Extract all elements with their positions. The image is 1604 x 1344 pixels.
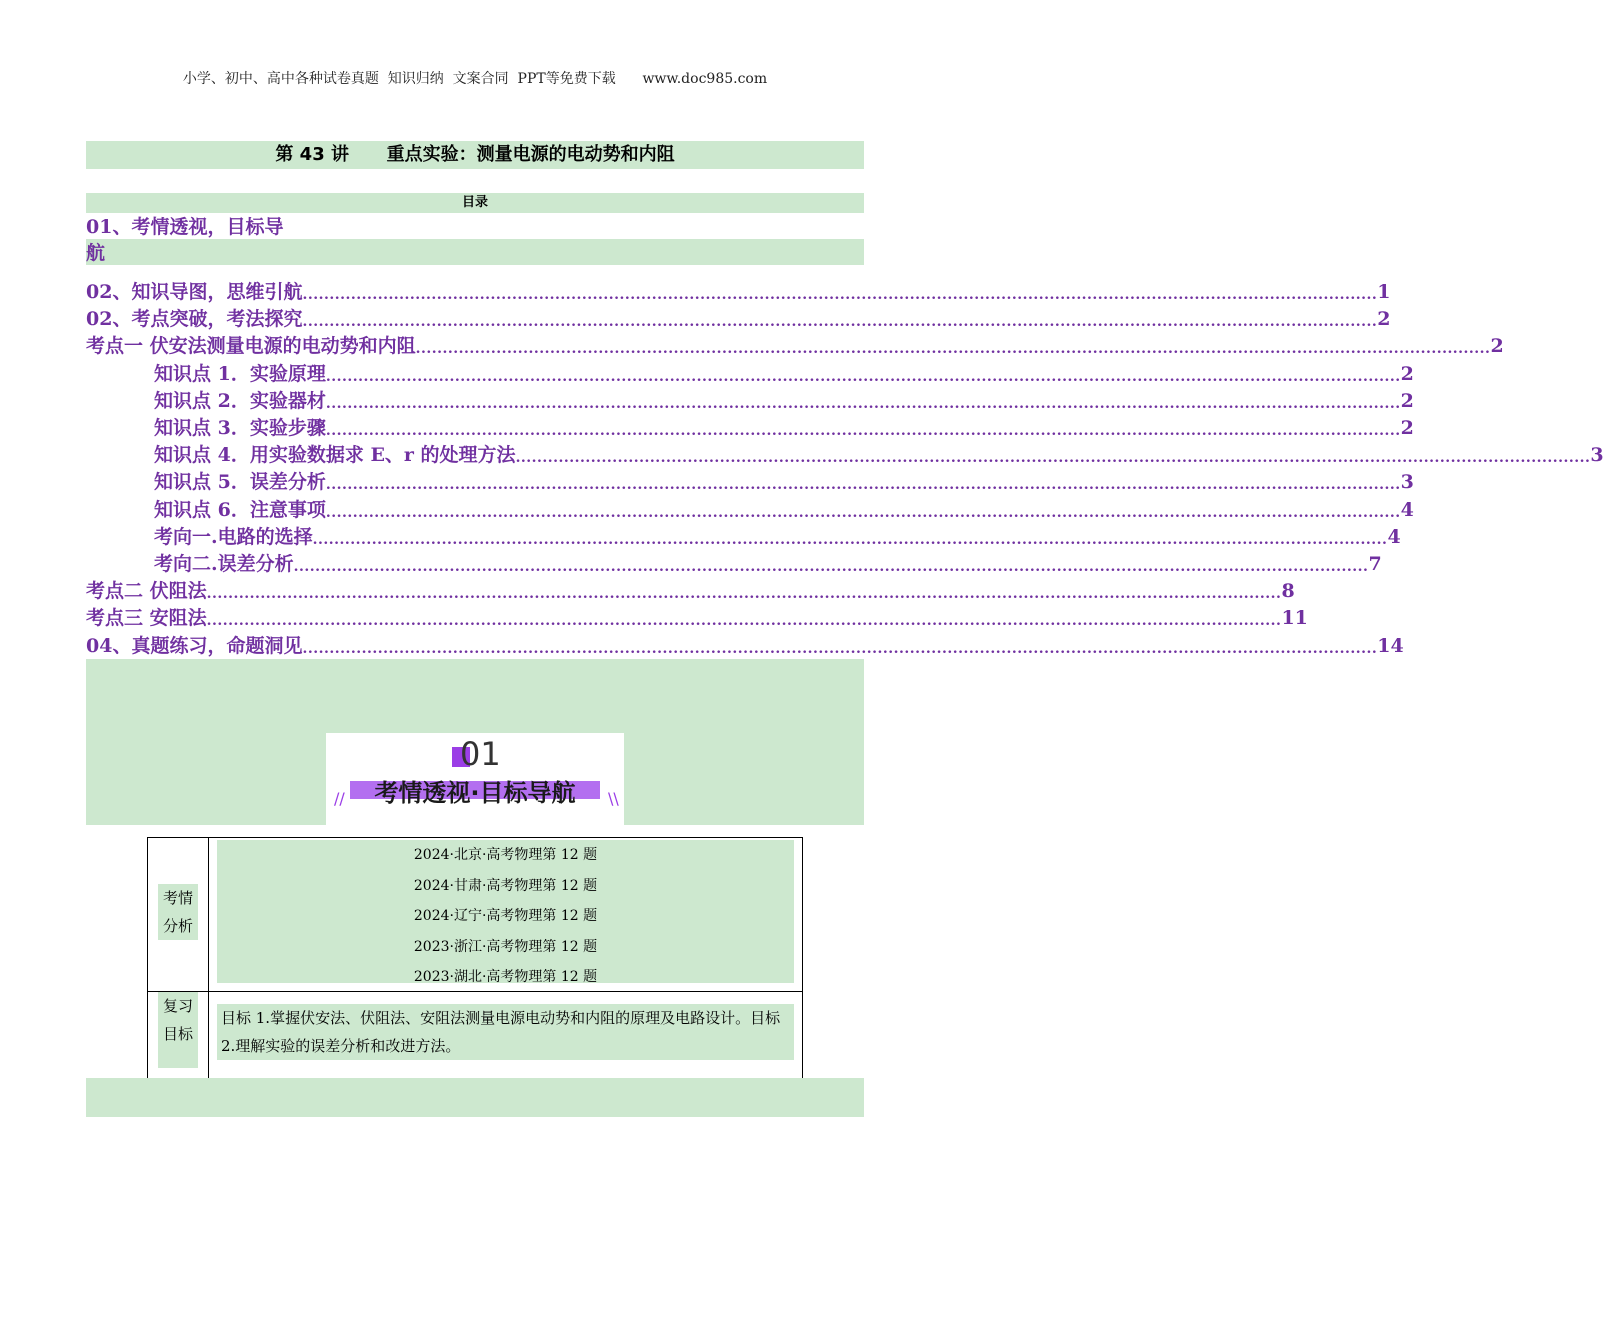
toc-item-label: 考点一 伏安法测量电源的电动势和内阻 <box>86 335 416 358</box>
goal-text: 目标 1.掌握伏安法、伏阻法、安阻法测量电源电动势和内阻的原理及电路设计。目标 2.理解实验的误差分析和改进方法。 <box>217 1004 794 1060</box>
toc-item-page: 2 <box>1490 335 1504 358</box>
toc-item[interactable] <box>86 469 1414 496</box>
toc-item-label: 知识点 1．实验原理 <box>154 362 326 385</box>
exam-list-cell <box>209 838 803 992</box>
toc-item[interactable] <box>86 306 1391 333</box>
toc-item-page: 8 <box>1281 580 1295 603</box>
toc-item-01-band <box>86 239 864 265</box>
toc-leader-dots: ........................................................................................................................................................................................................ <box>293 559 1369 575</box>
analysis-label <box>158 884 198 940</box>
bottom-band <box>86 1078 864 1117</box>
toc-item-label: 知识点 6．注意事项 <box>154 498 326 521</box>
banner-left-slash-icon: // <box>334 789 345 808</box>
analysis-label-line-2: 分析 <box>162 917 193 935</box>
toc-leader-dots: ........................................................................................................................................................................................................ <box>206 613 1282 630</box>
toc-item-label: 考点三 安阻法 <box>86 607 207 630</box>
toc-item-page: 2 <box>1400 389 1414 412</box>
analysis-label-cell <box>148 838 209 992</box>
toc-item-page: 3 <box>1590 444 1604 467</box>
exam-item: 2024·辽宁·高考物理第 12 题 <box>413 908 598 924</box>
toc-item-label: 02、考点突破，考法探究 <box>86 308 303 331</box>
toc-item-label: 考点二 伏阻法 <box>86 580 207 603</box>
toc-leader-dots: ........................................................................................................................................................................................................ <box>515 450 1591 467</box>
exam-list <box>217 840 794 983</box>
toc-item-page: 3 <box>1400 471 1414 494</box>
toc-leader-dots: ........................................................................................................................................................................................................ <box>325 504 1401 521</box>
toc-item-page: 2 <box>1400 417 1414 439</box>
toc-item-01[interactable]: 01、考情透视，目标导 <box>86 216 284 238</box>
toc-heading: 目录 <box>461 195 488 210</box>
goal-label-cell <box>148 992 209 1079</box>
toc-leader-dots: ........................................................................................................................................................................................................ <box>302 640 1378 657</box>
toc-item-page: 2 <box>1400 362 1414 385</box>
exam-item: 2024·北京·高考物理第 12 题 <box>413 847 598 863</box>
goal-label <box>158 992 198 1068</box>
section-banner <box>326 733 624 825</box>
toc-item[interactable] <box>86 388 1414 415</box>
toc-item[interactable] <box>86 333 1504 360</box>
toc-leader-dots: ........................................................................................................................................................................................................ <box>325 477 1401 494</box>
analysis-label-line-1: 考情 <box>162 889 193 907</box>
toc-leader-dots: ........................................................................................................................................................................................................ <box>302 314 1378 331</box>
toc-leader-dots: ........................................................................................................................................................................................................ <box>312 531 1388 548</box>
toc-item-page: 11 <box>1281 607 1308 630</box>
toc-item-label: 知识点 2．实验器材 <box>154 389 326 412</box>
goal-row <box>148 992 803 1079</box>
banner-right-slash-icon: \\ <box>608 789 619 808</box>
toc-item[interactable] <box>86 361 1414 388</box>
toc-item-page: 1 <box>1377 281 1391 303</box>
toc-item-page: 4 <box>1400 498 1414 521</box>
toc-item[interactable] <box>86 442 1604 469</box>
toc-leader-dots: ........................................................................................................................................................................................................ <box>325 395 1401 412</box>
page-title: 第 43 讲 重点实验：测量电源的电动势和内阻 <box>275 144 675 165</box>
toc-item-label: 知识点 3．实验步骤 <box>154 417 326 439</box>
toc-item[interactable] <box>86 279 1391 306</box>
toc-item-page: 14 <box>1377 634 1404 657</box>
toc-item-label: 02、知识导图，思维引航 <box>86 281 303 303</box>
toc-item[interactable] <box>86 415 1414 442</box>
toc-leader-dots: ........................................................................................................................................................................................................ <box>325 368 1401 385</box>
toc-item-label: 知识点 5．误差分析 <box>154 471 326 494</box>
goal-label-line-1: 复习 <box>162 997 193 1015</box>
toc-item[interactable] <box>86 497 1414 524</box>
toc-item[interactable] <box>86 633 1404 660</box>
toc-item-label: 04、真题练习，命题洞见 <box>86 634 303 657</box>
toc-item[interactable] <box>86 605 1308 632</box>
toc-leader-dots: ........................................................................................................................................................................................................ <box>325 423 1401 439</box>
toc-item[interactable] <box>86 524 1401 551</box>
toc-item[interactable] <box>86 578 1295 605</box>
toc-item-label: 知识点 4．用实验数据求 E、r 的处理方法 <box>154 444 516 467</box>
toc-item[interactable] <box>86 551 1382 578</box>
toc-leader-dots: ........................................................................................................................................................................................................ <box>206 586 1282 603</box>
goal-label-line-2: 目标 <box>162 1025 193 1043</box>
toc-item-label: 考向一.电路的选择 <box>154 525 313 548</box>
exam-item: 2023·湖北·高考物理第 12 题 <box>413 969 598 985</box>
analysis-row <box>148 838 803 992</box>
toc-leader-dots: ........................................................................................................................................................................................................ <box>415 341 1491 358</box>
toc-item-page: 7 <box>1368 553 1382 575</box>
exam-item: 2024·甘肃·高考物理第 12 题 <box>413 877 598 894</box>
banner-number: 01 <box>460 735 501 773</box>
toc-item-page: 2 <box>1377 308 1391 331</box>
toc-item-page: 4 <box>1387 525 1401 548</box>
info-table <box>147 837 803 1079</box>
exam-item: 2023·浙江·高考物理第 12 题 <box>413 938 598 955</box>
site-header: 小学、初中、高中各种试卷真题 知识归纳 文案合同 PPT等免费下载 www.doc985.com <box>182 71 768 87</box>
banner-title: 考情透视·目标导航 <box>374 779 576 807</box>
toc-item-01-continued[interactable]: 航 <box>86 242 106 264</box>
toc-leader-dots: ........................................................................................................................................................................................................ <box>302 287 1378 303</box>
toc-item-label: 考向二.误差分析 <box>154 553 294 575</box>
goal-text-cell <box>209 992 803 1079</box>
